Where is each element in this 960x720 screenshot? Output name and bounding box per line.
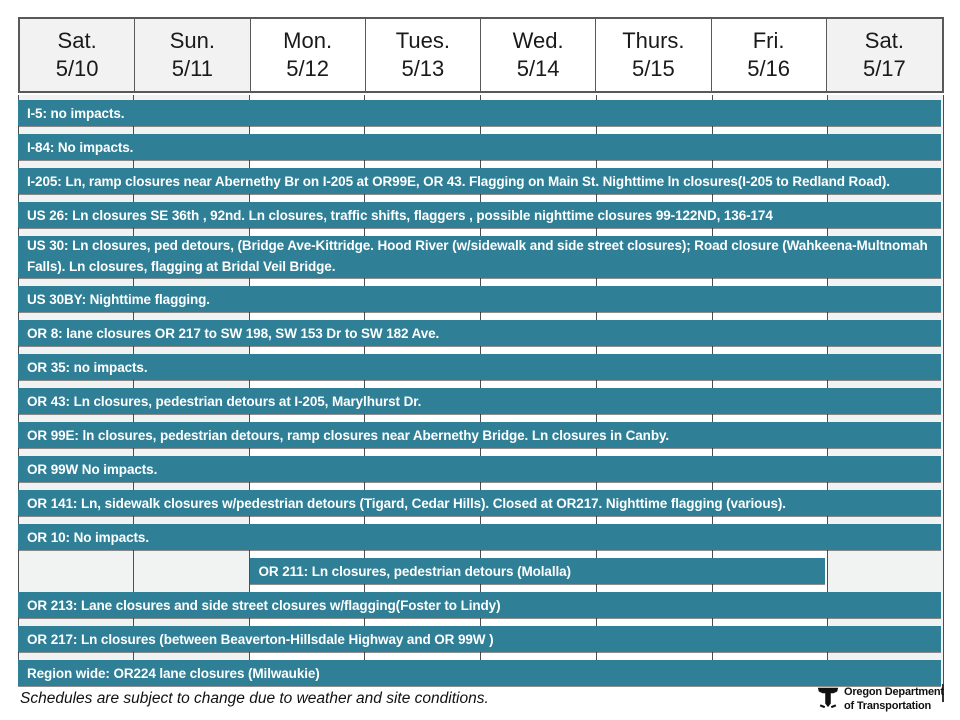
day-date: 5/12 <box>286 55 330 81</box>
day-label: Wed. <box>512 28 564 54</box>
day-date: 5/14 <box>516 55 560 81</box>
closure-bar-or-99e: OR 99E: ln closures, pedestrian detours, ramp closures near Abernethy Bridge. Ln closures in Canby. <box>18 422 941 448</box>
closure-bar-i-5: I-5: no impacts. <box>18 100 941 126</box>
table-row <box>18 236 944 286</box>
day-header-cell <box>827 19 942 91</box>
table-row <box>18 100 944 134</box>
odot-logo-icon <box>816 685 840 714</box>
day-date: 5/13 <box>401 55 445 81</box>
day-header-cell <box>251 19 366 91</box>
table-row <box>18 592 944 626</box>
day-header-cell <box>481 19 596 91</box>
day-label: Thurs. <box>622 28 685 54</box>
closure-bar-i-84: I-84: No impacts. <box>18 134 941 160</box>
closure-bar-or-99w: OR 99W No impacts. <box>18 456 941 482</box>
day-date: 5/10 <box>55 55 99 81</box>
week-header <box>18 17 944 93</box>
closure-bar-us-26: US 26: Ln closures SE 36th , 92nd. Ln closures, traffic shifts, flaggers , possible nighttime closures 99-122ND, 136-174 <box>18 202 941 228</box>
table-row <box>18 286 944 320</box>
footer-note: Schedules are subject to change due to weather and site conditions. <box>20 690 489 707</box>
closure-bar-us-30by: US 30BY: Nighttime flagging. <box>18 286 941 312</box>
day-label: Mon. <box>283 28 333 54</box>
table-row <box>18 354 944 388</box>
day-cell <box>134 558 250 592</box>
day-header-cell <box>596 19 711 91</box>
closure-bar-or-141: OR 141: Ln, sidewalk closures w/pedestrian detours (Tigard, Cedar Hills). Closed at OR217. Nighttime flagging (various). <box>18 490 941 516</box>
closure-bar-or-211: OR 211: Ln closures, pedestrian detours (Molalla) <box>250 558 826 584</box>
closure-bar-or-43: OR 43: Ln closures, pedestrian detours at I-205, Marylhurst Dr. <box>18 388 941 414</box>
table-row <box>18 660 944 686</box>
table-row <box>18 524 944 558</box>
day-header-cell <box>366 19 481 91</box>
day-header-cell <box>20 19 135 91</box>
closure-bar-or-217: OR 217: Ln closures (between Beaverton-Hillsdale Highway and OR 99W ) <box>18 626 941 652</box>
table-row <box>18 320 944 354</box>
day-label: Sat. <box>57 28 97 54</box>
table-row <box>18 388 944 422</box>
day-label: Fri. <box>752 28 785 54</box>
day-header-cell <box>712 19 827 91</box>
closure-bar-or-35: OR 35: no impacts. <box>18 354 941 380</box>
day-date: 5/17 <box>862 55 906 81</box>
closure-bar-or-10: OR 10: No impacts. <box>18 524 941 550</box>
day-date: 5/16 <box>747 55 791 81</box>
table-row <box>18 456 944 490</box>
day-header-cell <box>135 19 250 91</box>
day-date: 5/11 <box>171 55 213 81</box>
table-row <box>18 558 944 592</box>
odot-logo-line1: Oregon Department <box>844 686 944 699</box>
odot-logo-text <box>844 686 944 712</box>
odot-logo <box>816 685 944 714</box>
schedule-body <box>18 95 944 686</box>
day-label: Sun. <box>169 28 215 54</box>
day-cell <box>828 558 944 592</box>
odot-logo-line2: of Transportation <box>844 699 932 712</box>
table-row <box>18 168 944 202</box>
closure-bar-or-8: OR 8: lane closures OR 217 to SW 198, SW 153 Dr to SW 182 Ave. <box>18 320 941 346</box>
closure-bar-i-205: I-205: Ln, ramp closures near Abernethy Br on I-205 at OR99E, OR 43. Flagging on Main St. Nighttime ln closures(I-205 to Redland Road). <box>18 168 941 194</box>
table-row <box>18 134 944 168</box>
day-date: 5/15 <box>631 55 675 81</box>
day-cell <box>18 558 134 592</box>
table-row <box>18 626 944 660</box>
table-row <box>18 202 944 236</box>
closure-bar-or-213: OR 213: Lane closures and side street closures w/flagging(Foster to Lindy) <box>18 592 941 618</box>
day-label: Sat. <box>864 28 904 54</box>
closure-bar-region-wide: Region wide: OR224 lane closures (Milwaukie) <box>18 660 941 686</box>
day-label: Tues. <box>395 28 450 54</box>
closure-bar-us-30: US 30: Ln closures, ped detours, (Bridge Ave-Kittridge. Hood River (w/sidewalk and side street closures); Road closure (Wahkeena-Multnomah Falls). Ln closures, flagging at Bridal Veil Bridge. <box>18 236 941 278</box>
table-row <box>18 490 944 524</box>
table-row <box>18 422 944 456</box>
